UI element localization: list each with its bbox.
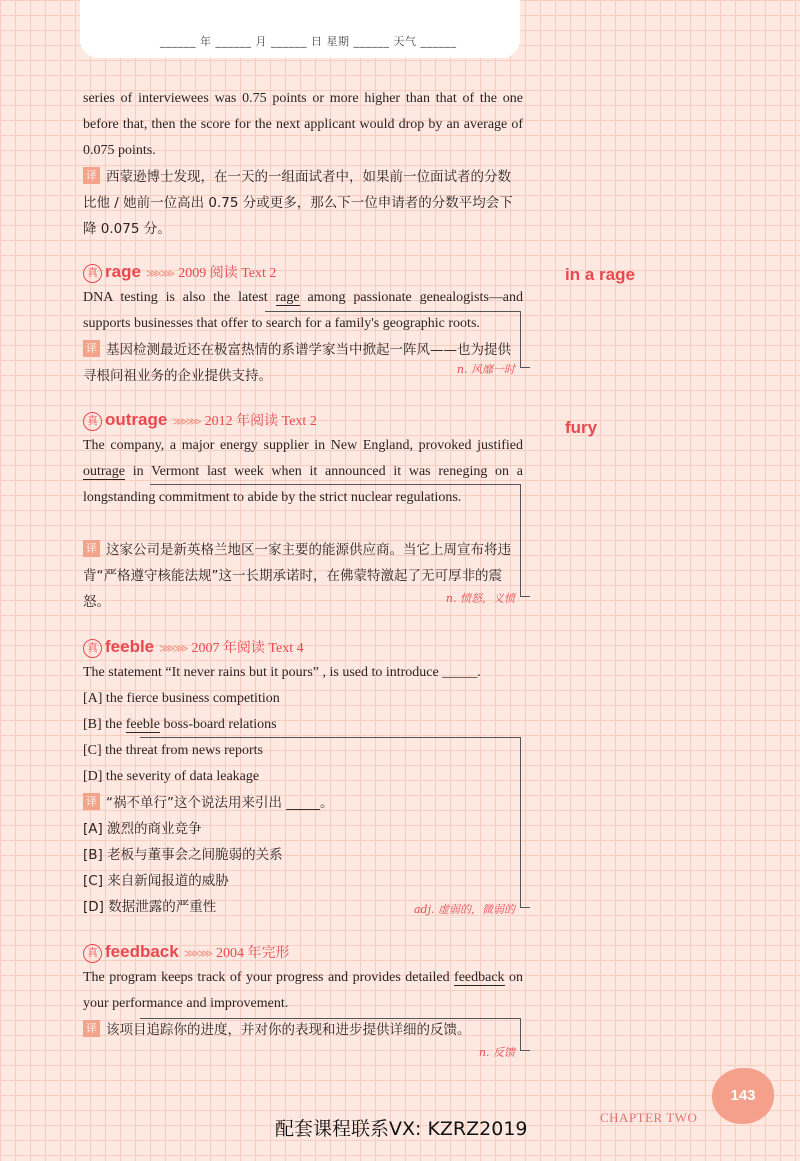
right-margin-panel <box>540 0 800 1161</box>
option-a: [A] the fierce business competition <box>83 691 280 706</box>
definition: adj. 虚弱的，微弱的 <box>413 903 515 916</box>
option-d: [D] the severity of data leakage <box>83 769 260 784</box>
zhen-marker-icon: 真 <box>83 412 102 431</box>
side-note-outrage: fury <box>565 418 598 437</box>
source: 2012 年阅读 Text 2 <box>204 414 317 429</box>
translation-tag: 译 <box>83 793 100 810</box>
definition-bracket <box>140 737 521 908</box>
question: The statement “It never rains but it pours” , is used to introduce _____. <box>83 665 481 680</box>
source: 2007 年阅读 Text 4 <box>191 641 304 656</box>
source: 2004 年完形 <box>216 946 290 961</box>
page-number-badge: 143 <box>712 1068 774 1124</box>
definition-bracket <box>150 484 521 597</box>
zhen-marker-icon: 真 <box>83 264 102 283</box>
arrow-icon: ⋙⋙ <box>172 415 200 428</box>
underlined-word: feeble <box>125 717 160 732</box>
option-c: [C] the threat from news reports <box>83 743 263 758</box>
bracket-tick <box>520 596 530 597</box>
zhen-marker-icon: 真 <box>83 944 102 963</box>
entry-english: DNA testing is also the latest rage among passionate genealogists—and supports businesses that offer to search for a family's geographic roots. <box>83 290 523 331</box>
definition: n. 风靡一时 <box>456 363 515 376</box>
entry-header-outrage <box>83 410 523 434</box>
translation-tag: 译 <box>83 340 100 357</box>
date-line: ______ 年 ______ 月 ______ 日 星期 ______ 天气 ______ <box>160 35 457 48</box>
option-b-translation: [B] 老板与董事会之间脆弱的关系 <box>83 847 283 863</box>
arrow-icon: ⋙⋙ <box>159 642 187 655</box>
entry-translation: 译 这家公司是新英格兰地区一家主要的能源供应商。当它上周宣布将违背“严格遵守核能法规”这一长期承诺时，在佛蒙特激起了无可厚非的震怒。 <box>83 542 511 610</box>
bracket-tick <box>520 1050 530 1051</box>
question-translation: 译 “祸不单行”这个说法用来引出 _____。 <box>83 790 523 816</box>
arrow-icon: ⋙⋙ <box>145 267 174 280</box>
side-note-rage: in a rage <box>565 265 635 284</box>
entry-english: The program keeps track of your progress and provides detailed feedback on your performance and improvement. <box>83 970 524 1011</box>
underlined-word: outrage <box>83 464 125 479</box>
footer-contact: 配套课程联系VX: KZRZ2019 <box>275 1118 528 1140</box>
option-a-translation: [A] 激烈的商业竞争 <box>83 821 202 837</box>
entry-header-feedback <box>83 942 523 966</box>
option-b: [B] the feeble boss-board relations <box>83 717 277 732</box>
headword: rage <box>105 262 141 281</box>
intro-translation: 译 西蒙逊博士发现，在一天的一组面试者中，如果前一位面试者的分数比他 / 她前一位高出 0.75 分或更多，那么下一位申请者的分数平均会下降 0.075 分。 <box>83 169 513 237</box>
headword: feedback <box>105 942 179 961</box>
translation-tag: 译 <box>83 1020 100 1037</box>
entry-translation: 译 该项目追踪你的进度，并对你的表现和进步提供详细的反馈。 <box>83 1017 523 1043</box>
definition: n. 反馈 <box>478 1046 515 1059</box>
header-bar <box>80 0 520 58</box>
headword: feeble <box>105 637 155 656</box>
arrow-icon: ⋙⋙ <box>183 947 211 960</box>
entry-header-feeble <box>83 637 523 661</box>
definition: n. 愤怒，义愤 <box>445 592 515 605</box>
bracket-tick <box>520 367 530 368</box>
bracket-tick <box>520 907 530 908</box>
entry-header-rage <box>83 262 523 286</box>
translation-tag: 译 <box>83 167 100 184</box>
option-c-translation: [C] 来自新闻报道的威胁 <box>83 873 229 889</box>
source: 2009 阅读 Text 2 <box>178 266 277 281</box>
translation-tag: 译 <box>83 540 100 557</box>
underlined-word: feedback <box>454 970 505 985</box>
entry-english: The company, a major energy supplier in New England, provoked justified outrage in Vermont last week when it announced it was reneging on a longstanding commitment to abide by the strict nuclear regulations. <box>83 438 523 505</box>
intro-english: series of interviewees was 0.75 points or more higher than that of the one before that, then the score for the next applicant would drop by an average of 0.075 points. <box>83 91 523 158</box>
headword: outrage <box>105 410 168 429</box>
option-d-translation: [D] 数据泄露的严重性 <box>83 899 217 915</box>
zhen-marker-icon: 真 <box>83 639 102 658</box>
entry-translation: 译 基因检测最近还在极富热情的系谱学家当中掀起一阵风——也为提供寻根问祖业务的企业提供支持。 <box>83 342 511 384</box>
underlined-word: rage <box>275 290 300 305</box>
definition-bracket <box>265 311 521 368</box>
chapter-label: CHAPTER TWO <box>600 1110 698 1125</box>
